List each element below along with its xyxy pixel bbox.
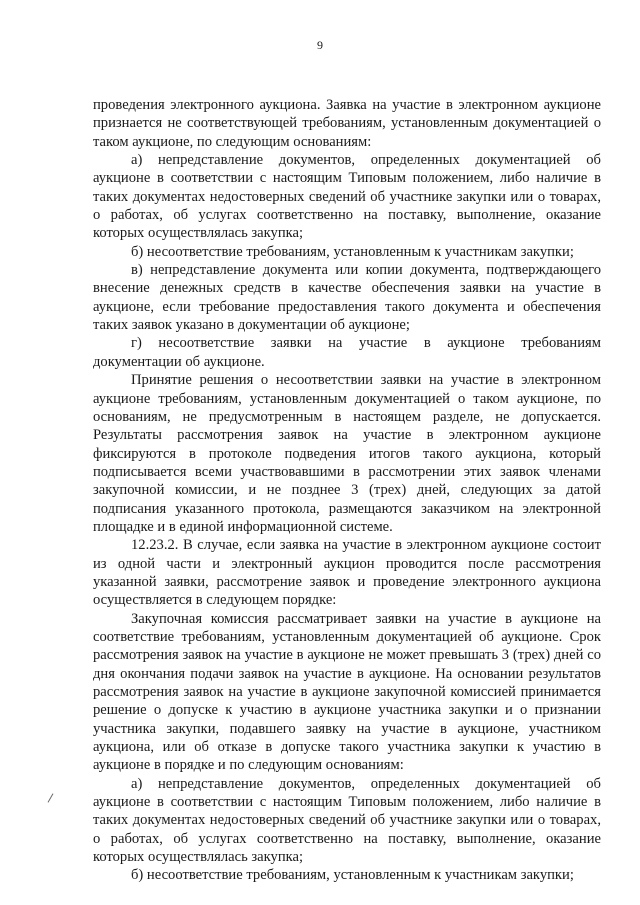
paragraph: а) непредставление документов, определенных документацией об аукционе в соответствии с настоящим Типовым положением, либо наличие в таких документах недостоверных сведений об участнике закупки или о товарах, о работах, об услугах соответственно на поставку, выполнение, оказание которых осуществлялась закупка; [93, 152, 601, 242]
paragraph: б) несоответствие требованиям, установленным к участникам закупки; [131, 867, 574, 884]
paragraph: г) несоответствие заявки на участие в аукционе требованиям документации об аукционе. [93, 335, 601, 370]
paragraph: в) непредставление документа или копии документа, подтверждающего внесение денежных средств в качестве обеспечения заявки на участие в аукционе, если требование предоставления такого документа и обеспечения таких заявок указано в документации об аукционе; [93, 262, 601, 334]
paragraph: Закупочная комиссия рассматривает заявки на участие в аукционе на соответствие требованиям, установленным документацией об аукционе. Срок рассмотрения заявок на участие в аукционе не может превышать 3 (трех) дней со дня окончания подачи заявок на участие в аукционе. На основании результатов рассмотрения заявок на участие в аукционе закупочной комиссией принимается решение о допуске к участию в аукционе участника закупки и о признании участника закупки, подавшего заявку на участие в аукционе, участником аукциона, или об отказе в допуске такого участника закупки к участию в аукционе в порядке и по следующим основаниям: [93, 610, 601, 774]
paragraph: 12.23.2. В случае, если заявка на участие в электронном аукционе состоит из одной части и электронный аукцион проводится после рассмотрения указанной заявки, рассмотрение заявок и проведение электронного аукциона осуществляется в следующем порядке: [93, 537, 601, 609]
page-number: 9 [317, 38, 323, 52]
paragraph: Принятие решения о несоответствии заявки на участие в электронном аукционе требованиям, установленным документацией о таком аукционе, по основаниям, не предусмотренным в настоящем разделе, не допускается. Результаты рассмотрения заявок на участие в электронном аукционе фиксируются в протоколе подведения итогов такого аукциона, который подписывается всеми участвовавшими в рассмотрении этих заявок членами закупочной комиссии, и не позднее 3 (трех) дней, следующих за датой подписания указанного протокола, размещаются заказчиком на электронной площадке и в единой информационной системе. [93, 372, 601, 535]
paragraph: б) несоответствие требованиям, установленным к участникам закупки; [131, 243, 574, 260]
document-body [93, 96, 601, 885]
paragraph: а) непредставление документов, определенных документацией об аукционе в соответствии с настоящим Типовым положением, либо наличие в таких документах недостоверных сведений об участнике закупки или о товарах, о работах, об услугах соответственно на поставку, выполнение, оказание которых осуществлялась закупка; [93, 775, 601, 866]
paragraph: проведения электронного аукциона. Заявка на участие в электронном аукционе признается не соответствующей требованиям, установленным документацией о таком аукционе, по следующим основаниям: [93, 97, 601, 150]
margin-pencil-mark [48, 793, 54, 802]
